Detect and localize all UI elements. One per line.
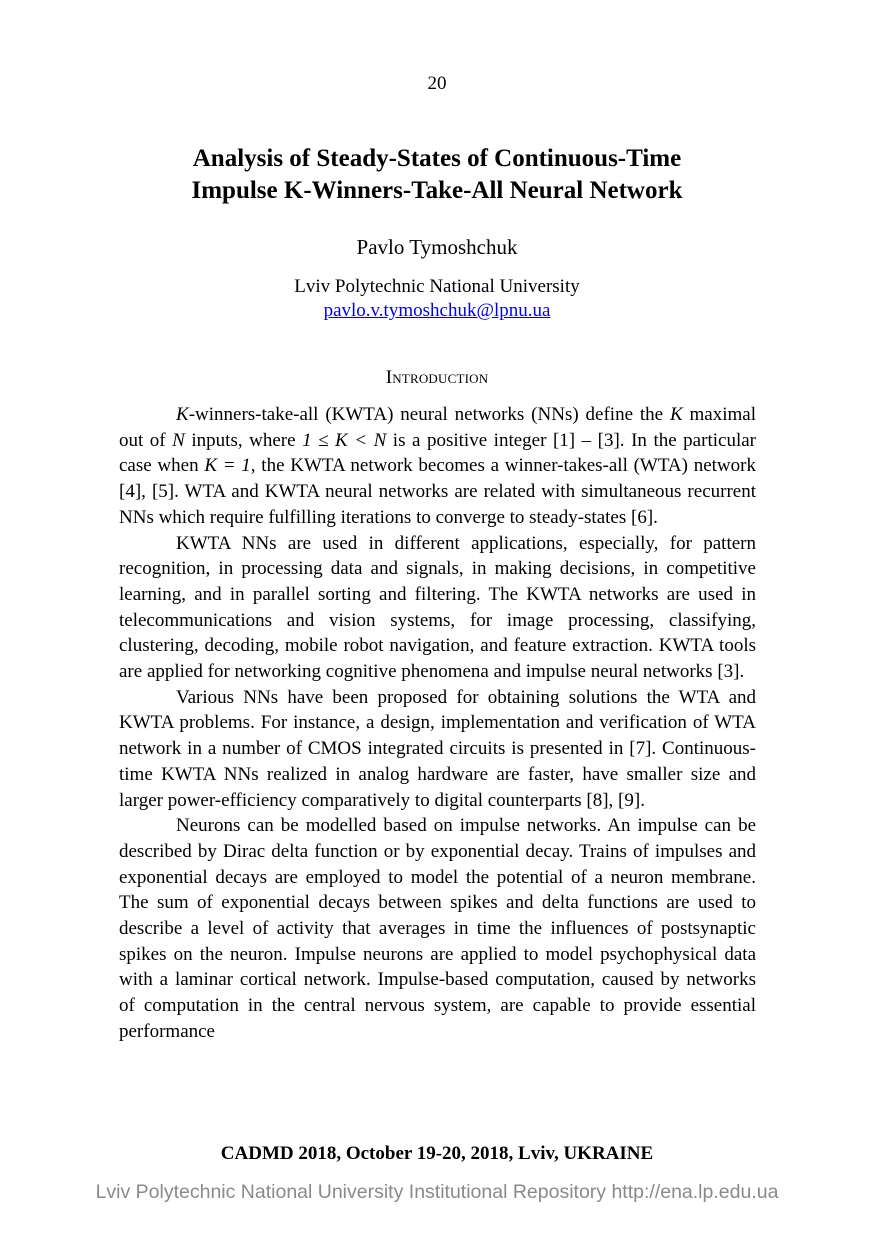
repository-watermark: Lviv Polytechnic National University Institutional Repository http://ena.lp.edu.ua — [95, 1181, 779, 1203]
title-line-1: Analysis of Steady-States of Continuous-Time — [192, 145, 682, 172]
affiliation: Lviv Polytechnic National University — [294, 276, 580, 297]
author-name: Pavlo Tymoshchuk — [356, 235, 518, 259]
title-line-2: Impulse K-Winners-Take-All Neural Network — [191, 177, 683, 204]
body-text — [119, 402, 756, 1045]
affiliation-block — [0, 275, 874, 323]
conference-footer: CADMD 2018, October 19-20, 2018, Lviv, UKRAINE — [220, 1143, 654, 1164]
paper-title — [0, 143, 874, 207]
inequality-formula: 1 ≤ K < N — [302, 429, 387, 451]
email-link[interactable]: pavlo.v.tymoshchuk@lpnu.ua — [323, 300, 551, 321]
section-heading-introduction: Introduction — [385, 367, 489, 388]
paragraph-2: KWTA NNs are used in different applications, especially, for pattern recognition, in processing data and signals, in making decisions, in competitive learning, and in parallel sorting and filtering. The KWTA networks are used in telecommunications and vision systems, for image processing, classifying, clustering, decoding, mobile robot navigation, and feature extraction. KWTA tools are applied for networking cognitive phenomena and impulse neural networks [3]. — [119, 532, 756, 683]
page-number: 20 — [427, 73, 447, 94]
paragraph-3: Various NNs have been proposed for obtaining solutions the WTA and KWTA problems. For instance, a design, implementation and verification of WTA network in a number of CMOS integrated circuits is presented in [7]. Continuous-time KWTA NNs realized in analog hardware are faster, have smaller size and larger power-efficiency comparatively to digital counterparts [8], [9]. — [119, 686, 756, 811]
paragraph-1: K-winners-take-all (KWTA) neural networks (NNs) define the K maximal out of N inputs, where 1 ≤ K < N is a positive integer [1] – [3]. In the particular case when K = 1, the KWTA network becomes a winner-takes-all (WTA) network [4], [5]. WTA and KWTA neural networks are related with simultaneous recurrent NNs which require fulfilling iterations to converge to steady-states [6]. — [119, 404, 757, 528]
paragraph-4: Neurons can be modelled based on impulse networks. An impulse can be described by Dirac delta function or by exponential decay. Trains of impulses and exponential decays are employed to model the potential of a neuron membrane. The sum of exponential decays between spikes and delta functions are used to describe a level of activity that averages in time the influences of postsynaptic spikes on the neuron. Impulse neurons are applied to model psychophysical data with a laminar cortical network. Impulse-based computation, caused by networks of computation in the central nervous system, are capable to provide essential performance — [119, 815, 756, 1042]
